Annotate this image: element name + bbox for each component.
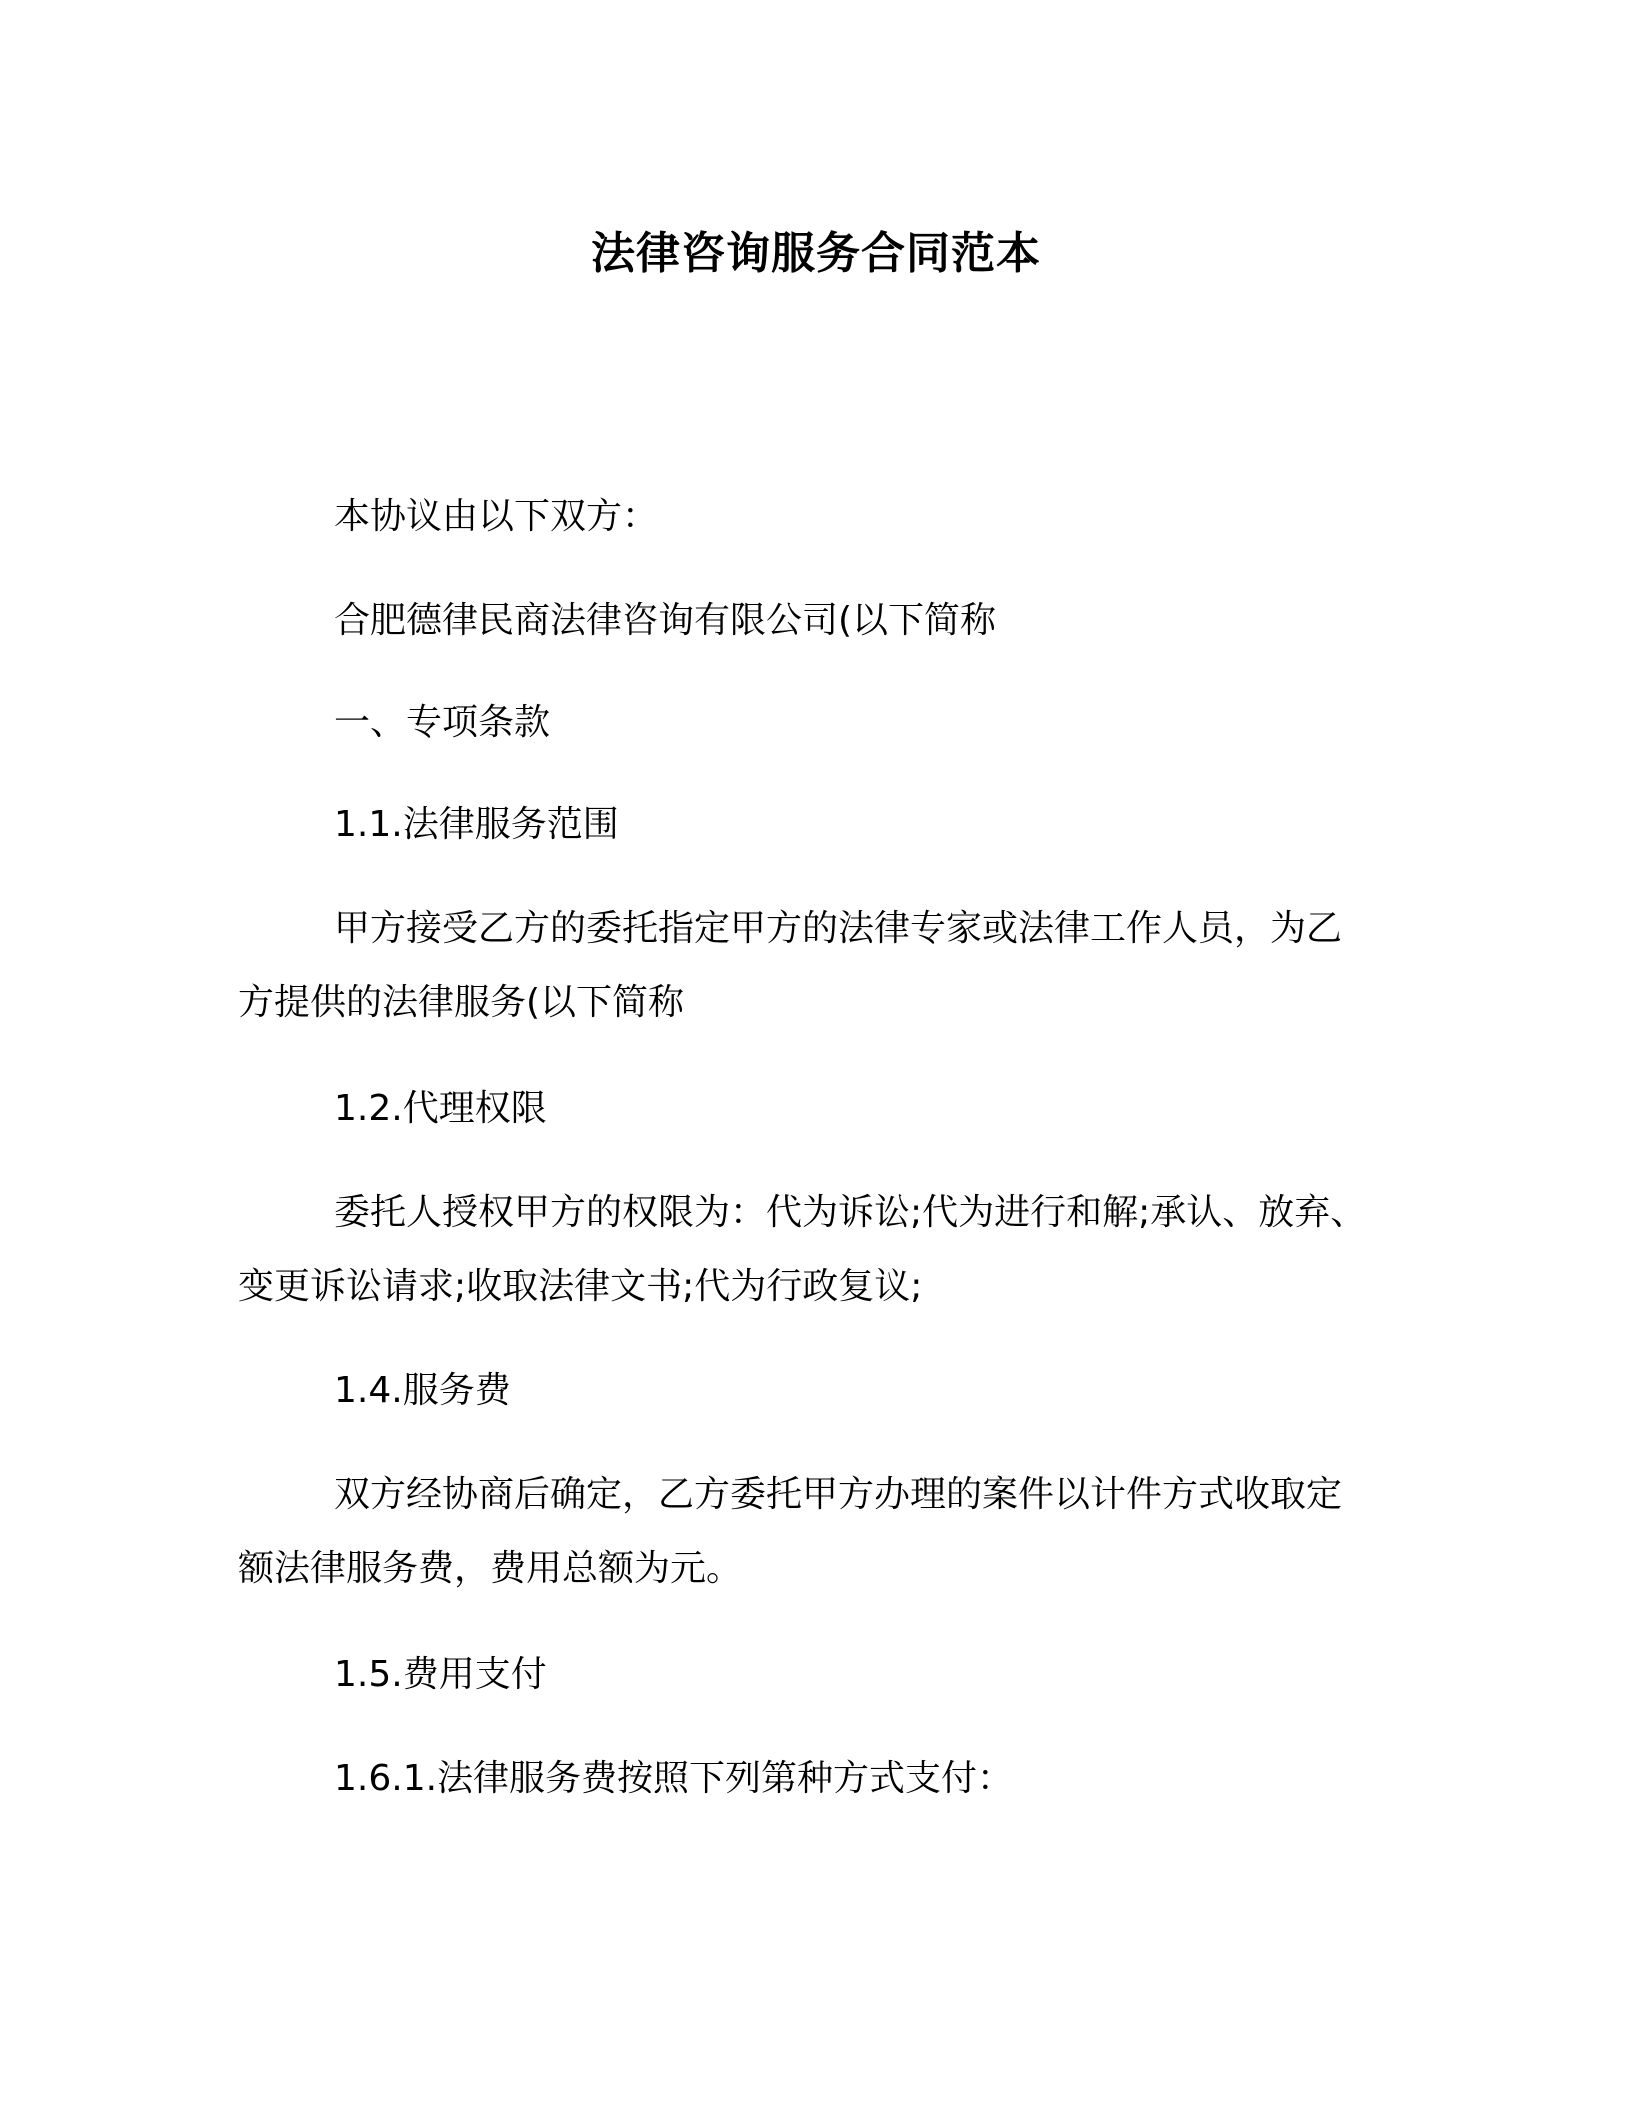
party-line: 合肥德律民商法律咨询有限公司(以下简称 <box>334 600 997 641</box>
s11-para-line2: 方提供的法律服务(以下简称 <box>238 982 685 1023</box>
s12-para-line2: 变更诉讼请求;收取法律文书;代为行政复议; <box>238 1266 923 1307</box>
s11-para-line1: 甲方接受乙方的委托指定甲方的法律专家或法律工作人员，为乙 <box>334 908 1343 949</box>
s11-heading: 1.1.法律服务范围 <box>334 804 619 845</box>
s14-para-line1: 双方经协商后确定，乙方委托甲方办理的案件以计件方式收取定 <box>334 1474 1343 1515</box>
intro-line: 本协议由以下双方： <box>334 496 659 537</box>
s12-heading: 1.2.代理权限 <box>334 1088 547 1129</box>
s14-heading: 1.4.服务费 <box>334 1370 511 1411</box>
s14-para-line2: 额法律服务费，费用总额为元。 <box>238 1548 743 1589</box>
s161-heading: 1.6.1.法律服务费按照下列第种方式支付： <box>334 1758 1014 1799</box>
document-title: 法律咨询服务合同范本 <box>591 228 1041 279</box>
section1-heading: 一、专项条款 <box>334 702 551 743</box>
s15-heading: 1.5.费用支付 <box>334 1654 547 1695</box>
s12-para-line1: 委托人授权甲方的权限为：代为诉讼;代为进行和解;承认、放弃、 <box>334 1192 1367 1233</box>
